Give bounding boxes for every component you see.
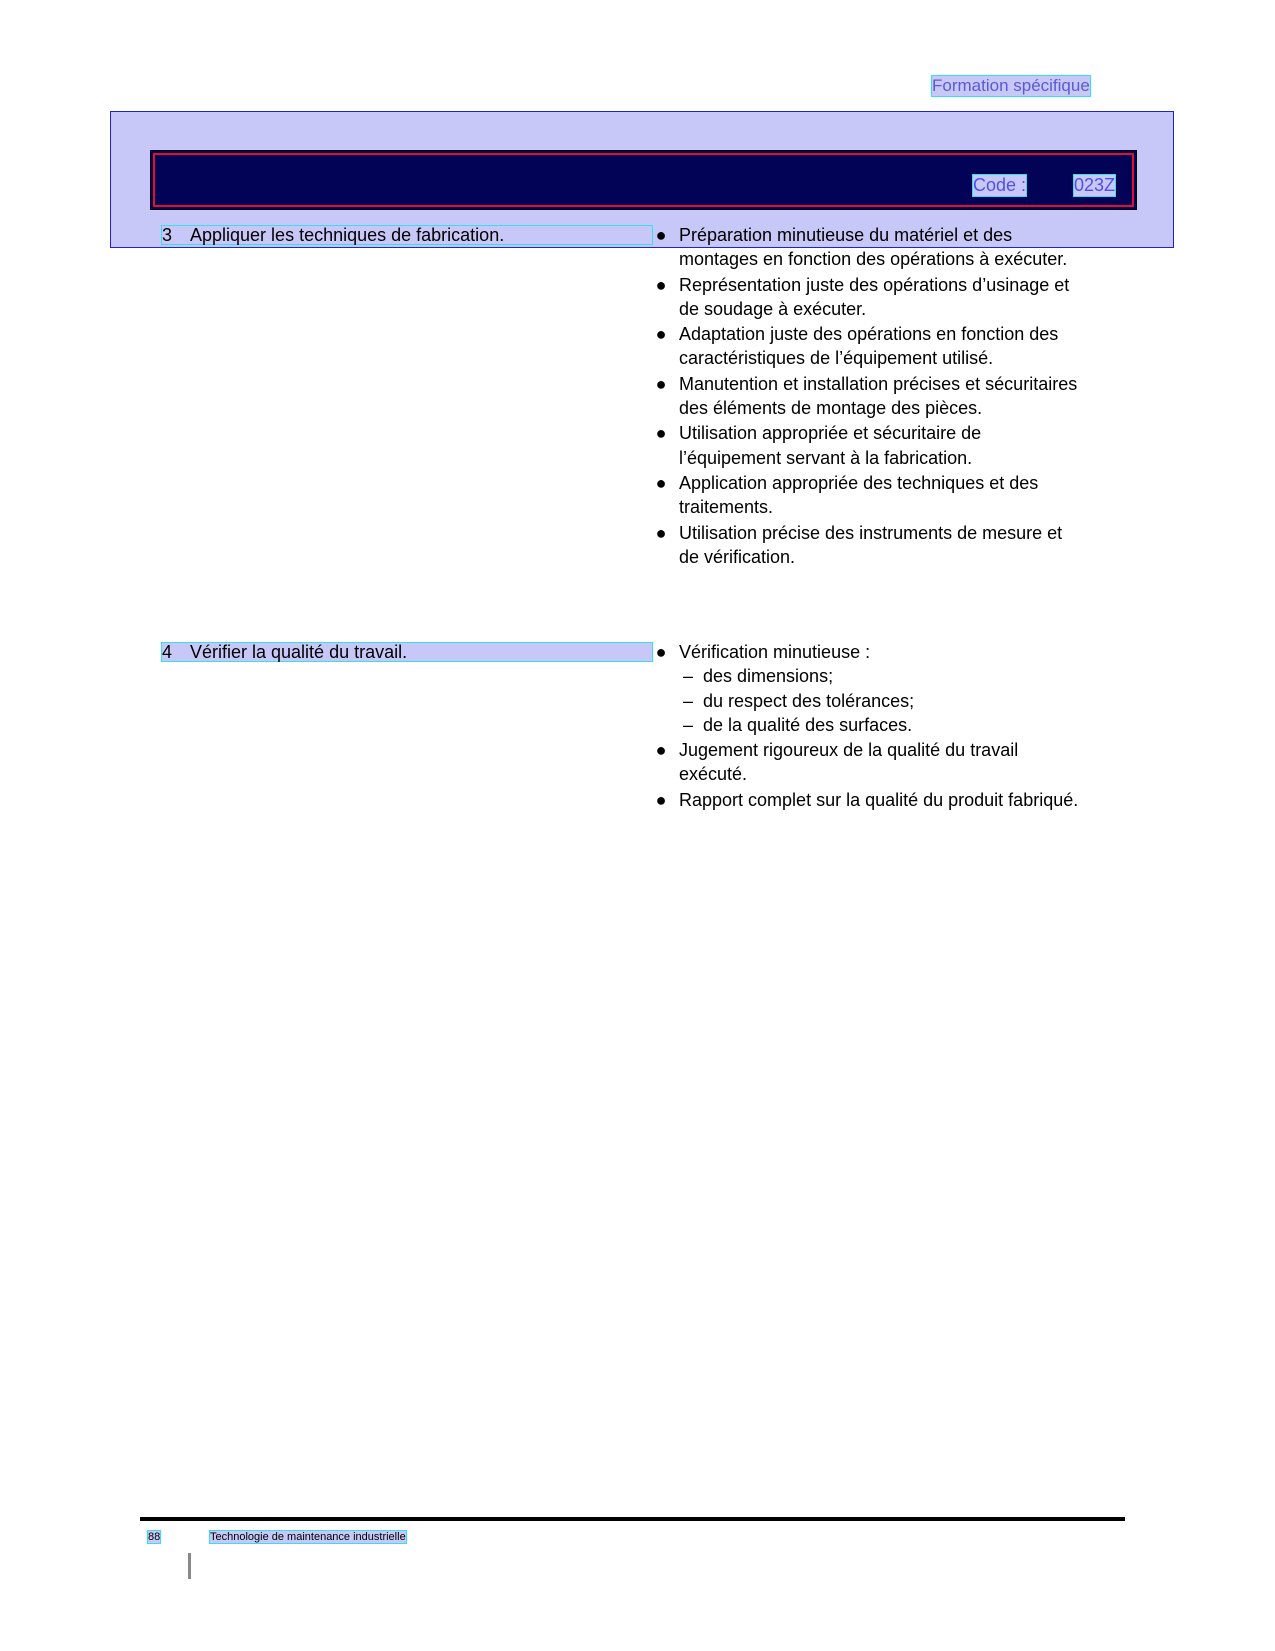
bullet-icon: ●: [655, 522, 667, 543]
code-value: 023Z: [1074, 175, 1116, 195]
criterion-text: Application appropriée des techniques et des traitements.: [679, 472, 1039, 518]
code-bar: [150, 150, 1137, 210]
criterion-text: Représentation juste des opérations d’usinage et de soudage à exécuter.: [679, 274, 1070, 319]
element-number: 4: [162, 642, 173, 662]
criterion: [655, 738, 1085, 787]
sub-criteria-list: [679, 664, 1085, 737]
dash-icon: –: [683, 714, 694, 735]
criterion-text: Rapport complet sur la qualité du produit fabriqué.: [679, 789, 1079, 810]
criterion-text: Utilisation appropriée et sécuritaire de l’équipement servant à la fabrication.: [679, 423, 982, 468]
page-number: 88: [148, 1531, 161, 1543]
criterion-text: Utilisation précise des instruments de mesure et de vérification.: [679, 522, 1063, 567]
criterion: [655, 322, 1085, 371]
footer-title: Technologie de maintenance industrielle: [210, 1531, 406, 1543]
criterion: [655, 223, 1085, 272]
bullet-icon: ●: [655, 789, 667, 810]
dash-icon: –: [683, 690, 694, 711]
criterion-text: Adaptation juste des opérations en fonction des caractéristiques de l’équipement utilisé.: [679, 324, 1059, 369]
criterion-text: Préparation minutieuse du matériel et des montages en fonction des opérations à exécuter.: [679, 225, 1068, 270]
sub-criterion-text: du respect des tolérances;: [703, 690, 915, 711]
criterion-text: Jugement rigoureux de la qualité du travail exécuté.: [679, 740, 1019, 785]
criterion: [655, 521, 1085, 570]
criterion-text: Vérification minutieuse :: [679, 642, 871, 662]
bullet-icon: ●: [655, 642, 667, 662]
criterion: [655, 421, 1085, 470]
sub-criterion: [679, 713, 1085, 737]
criterion: [655, 640, 1085, 737]
criterion: [655, 788, 1085, 812]
criterion: [655, 372, 1085, 421]
code-bar-border: [153, 153, 1134, 207]
sub-criterion: [679, 689, 1085, 713]
section-label: Formation spécifique: [932, 76, 1090, 95]
bullet-icon: ●: [655, 324, 667, 345]
element-3: [162, 226, 652, 244]
criterion-text: Manutention et installation précises et sécuritaires des éléments de montage des pièces.: [679, 373, 1078, 419]
sub-criterion-text: de la qualité des surfaces.: [703, 714, 913, 735]
sub-criterion: [679, 664, 1085, 688]
sub-criterion-text: des dimensions;: [703, 666, 834, 687]
bullet-icon: ●: [655, 472, 667, 493]
criteria-list-4: [655, 640, 1085, 812]
bullet-icon: ●: [655, 225, 667, 245]
criterion: [655, 471, 1085, 520]
element-number: 3: [162, 225, 173, 245]
bullet-icon: ●: [655, 423, 667, 444]
bullet-icon: ●: [655, 373, 667, 394]
element-text: Appliquer les techniques de fabrication.: [190, 225, 505, 245]
element-4: [162, 643, 652, 661]
element-text: Vérifier la qualité du travail.: [190, 642, 408, 662]
footer-mark: [188, 1553, 191, 1579]
criterion: [655, 273, 1085, 322]
dash-icon: –: [683, 666, 694, 687]
code-label: Code :: [973, 175, 1027, 195]
bullet-icon: ●: [655, 274, 667, 295]
bullet-icon: ●: [655, 740, 667, 761]
footer-rule: [140, 1517, 1125, 1521]
criteria-list-3: [655, 223, 1085, 569]
